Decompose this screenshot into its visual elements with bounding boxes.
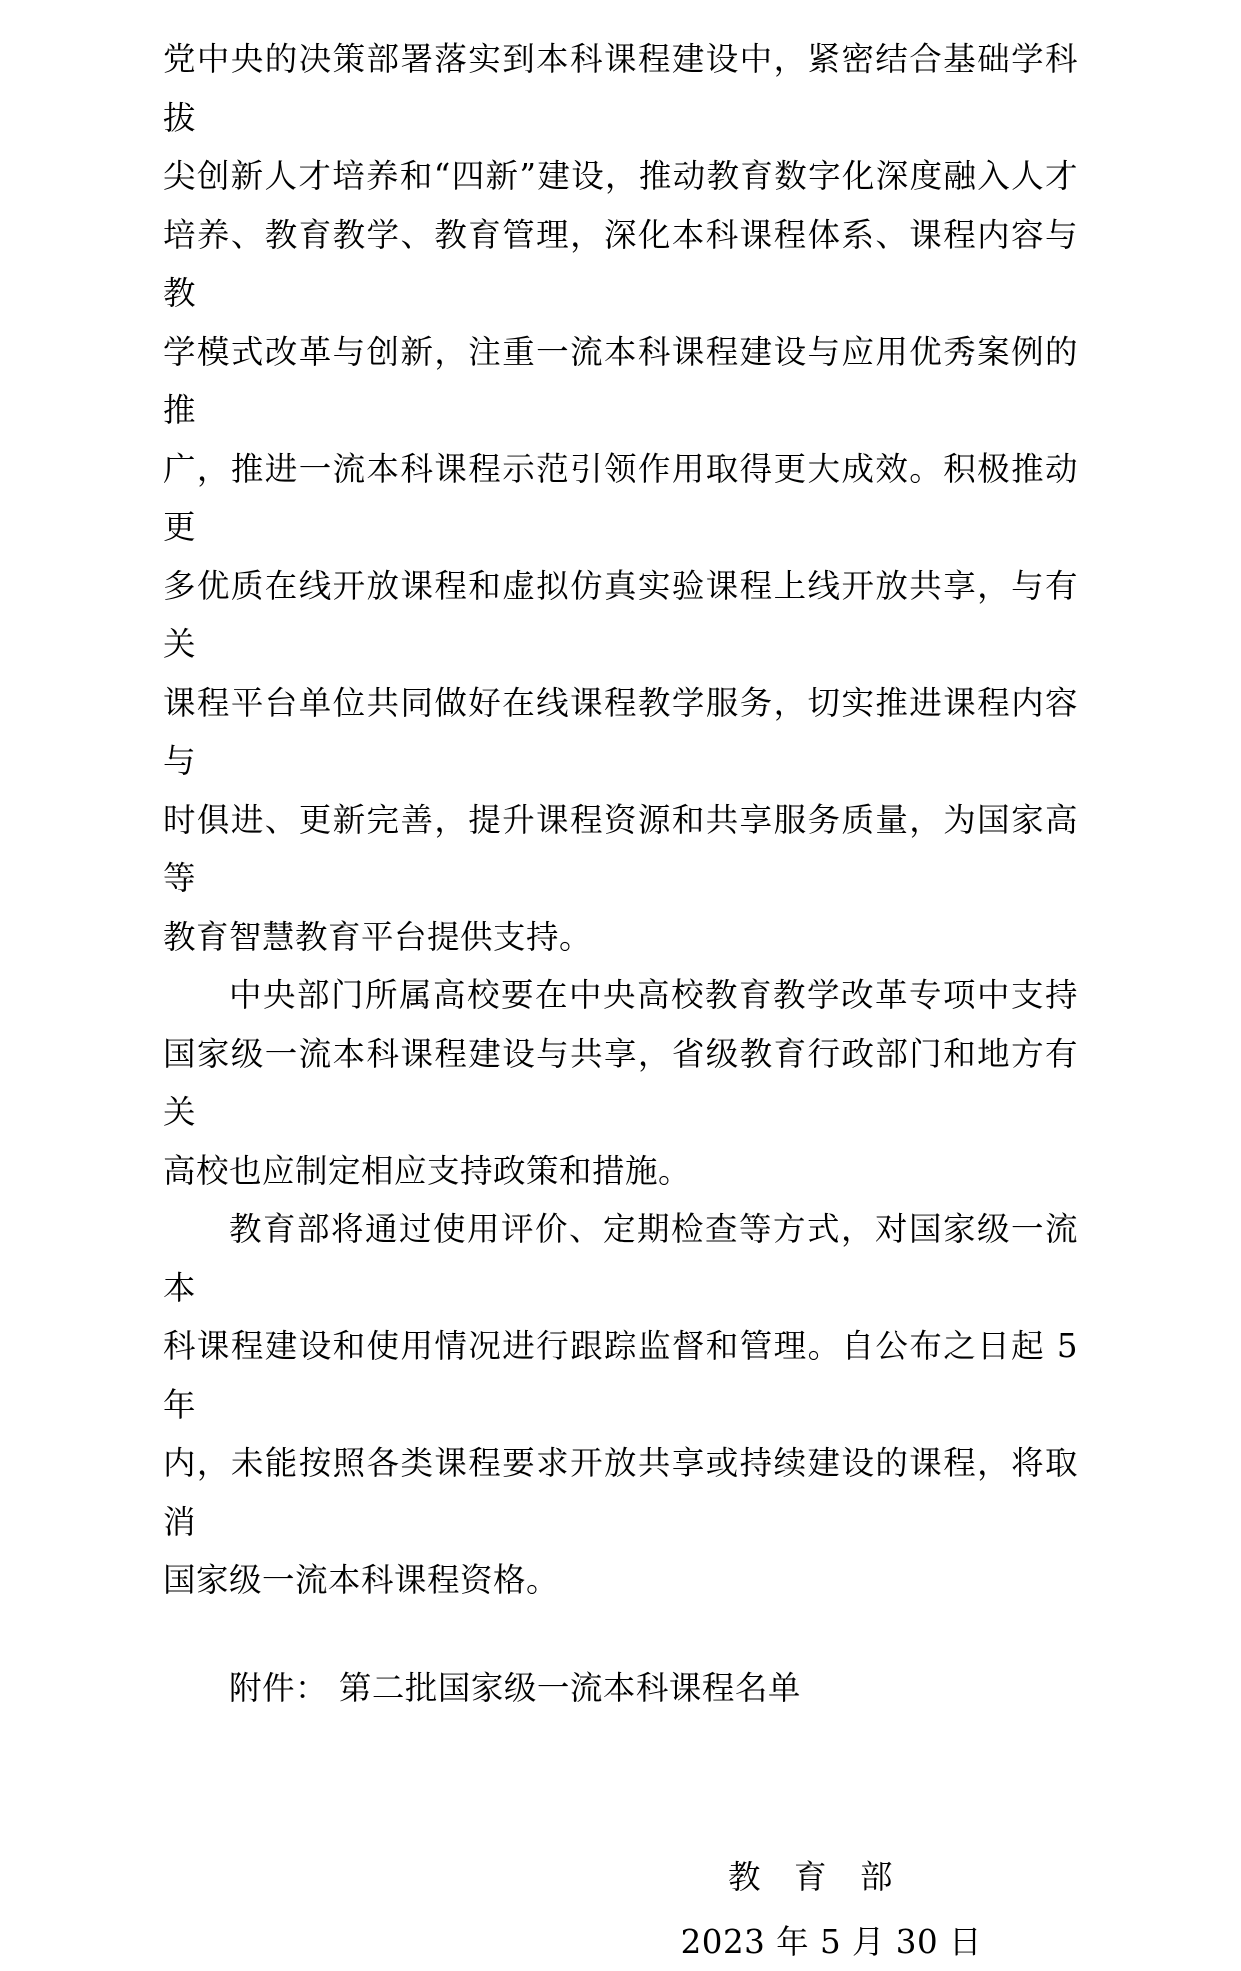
body-line: 国家级一流本科课程资格。 [163, 1551, 1078, 1610]
body-line: 学模式改革与创新，注重一流本科课程建设与应用优秀案例的推 [163, 323, 1078, 440]
signature-date: 2023 年 5 月 30 日 [163, 1913, 1078, 1971]
body-line: 广，推进一流本科课程示范引领作用取得更大成效。积极推动更 [163, 440, 1078, 557]
paragraph [163, 1200, 1078, 1610]
body-line: 党中央的决策部署落实到本科课程建设中，紧密结合基础学科拔 [163, 30, 1078, 147]
body-line: 课程平台单位共同做好在线课程教学服务，切实推进课程内容与 [163, 674, 1078, 791]
body-line: 科课程建设和使用情况进行跟踪监督和管理。自公布之日起 5 年 [163, 1317, 1078, 1434]
body-line: 时俱进、更新完善，提升课程资源和共享服务质量，为国家高等 [163, 791, 1078, 908]
body-line: 多优质在线开放课程和虚拟仿真实验课程上线开放共享，与有关 [163, 557, 1078, 674]
signature-ministry: 教 育 部 [163, 1848, 1078, 1907]
attachment-line: 附件： 第二批国家级一流本科课程名单 [163, 1659, 1078, 1718]
body-line: 尖创新人才培养和“四新”建设，推动教育数字化深度融入人才 [163, 147, 1078, 206]
document-body [163, 30, 1078, 1971]
body-line: 教育智慧教育平台提供支持。 [163, 908, 1078, 967]
paragraph [163, 30, 1078, 966]
body-line: 内，未能按照各类课程要求开放共享或持续建设的课程，将取消 [163, 1434, 1078, 1551]
body-line: 培养、教育教学、教育管理，深化本科课程体系、课程内容与教 [163, 206, 1078, 323]
body-line: 中央部门所属高校要在中央高校教育教学改革专项中支持 [163, 966, 1078, 1025]
body-line: 教育部将通过使用评价、定期检查等方式，对国家级一流本 [163, 1200, 1078, 1317]
paragraph [163, 966, 1078, 1200]
body-line: 国家级一流本科课程建设与共享，省级教育行政部门和地方有关 [163, 1025, 1078, 1142]
body-line: 高校也应制定相应支持政策和措施。 [163, 1142, 1078, 1201]
